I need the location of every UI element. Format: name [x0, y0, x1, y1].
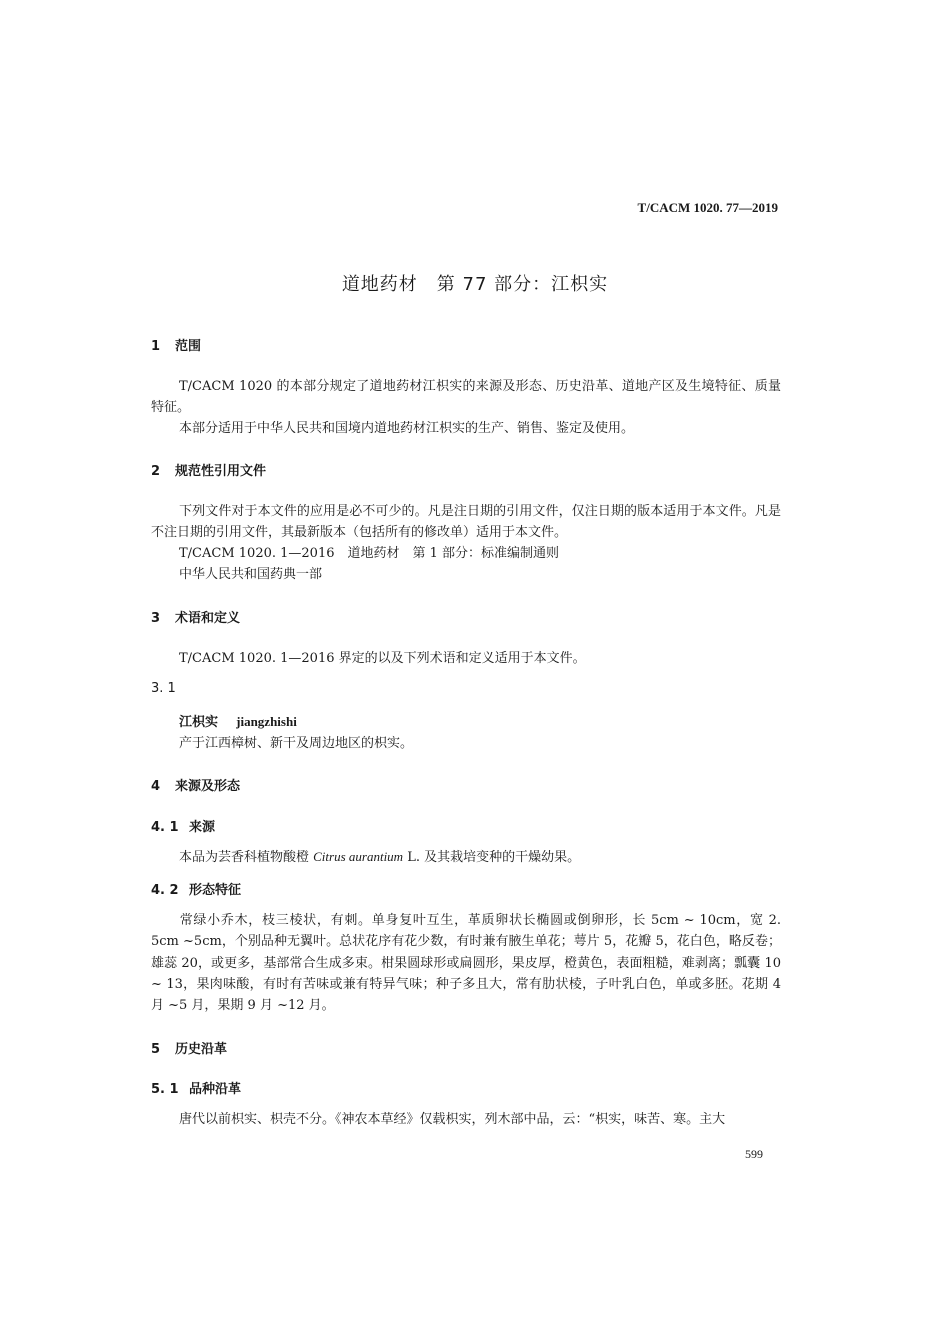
section-1-heading: 1 范围 — [151, 339, 202, 354]
subsection-4-1-heading: 4. 1 来源 — [151, 820, 216, 835]
subsection-4-2-heading: 4. 2 形态特征 — [151, 883, 242, 898]
section-5-heading: 5 历史沿革 — [151, 1042, 228, 1057]
page-number: 599 — [745, 1147, 763, 1161]
section-4-1-paragraph: 本品为芸香科植物酸橙 Citrus aurantium L. 及其栽培变种的干燥幼果。 — [179, 849, 581, 865]
standard-code: T/CACM 1020. 77—2019 — [637, 200, 778, 215]
section-2-paragraph: 下列文件对于本文件的应用是必不可少的。凡是注日期的引用文件，仅注日期的版本适用于本文件。凡是不注日期的引用文件，其最新版本（包括所有的修改单）适用于本文件。 — [151, 504, 781, 540]
normative-reference-1: T/CACM 1020. 1—2016 道地药材 第 1 部分：标准编制通则 — [179, 546, 560, 561]
section-5-1-paragraph: 唐代以前枳实、枳壳不分。《神农本草经》仅载枳实，列木部中品，云：“枳实，味苦、寒。主大 — [179, 1112, 726, 1127]
section-1-paragraph-1: T/CACM 1020 的本部分规定了道地药材江枳实的来源及形态、历史沿革、道地产区及生境特征、质量特征。 — [151, 379, 781, 415]
section-1-paragraph-2: 本部分适用于中华人民共和国境内道地药材江枳实的生产、销售、鉴定及使用。 — [179, 421, 635, 436]
term-definition: 产于江西樟树、新干及周边地区的枳实。 — [179, 736, 414, 751]
section-3-paragraph: T/CACM 1020. 1—2016 界定的以及下列术语和定义适用于本文件。 — [179, 651, 586, 666]
section-4-2-paragraph: 常绿小乔木，枝三棱状，有刺。单身复叶互生，革质卵状长椭圆或倒卵形，长 5cm ~ 10cm，宽 2. 5cm ~5cm，个别品种无翼叶。总状花序有花少数，有时兼有腋生单花；萼片 5，花瓣 5，花白色，略反卷；雄蕊 20，或更多，基部常合生成多束。柑果圆球形或扁圆形，果皮厚，橙黄色，表面粗糙，难剥离；瓢囊 10 ~ 13，果肉味酸，有时有苦味或兼有特异气味；种子多且大，常有肋状棱，子叶乳白色，单或多胚。花期 4 月 ~5 月，果期 9 月 ~12 月。 — [151, 913, 781, 1014]
term-entry: 江枳实 jiangzhishi — [179, 714, 297, 730]
subsection-3-1-number: 3. 1 — [151, 681, 176, 696]
subsection-5-1-heading: 5. 1 品种沿革 — [151, 1082, 242, 1097]
normative-reference-2: 中华人民共和国药典一部 — [179, 567, 323, 582]
section-2-heading: 2 规范性引用文件 — [151, 464, 267, 479]
page-title: 道地药材 第 77 部分：江枳实 — [341, 274, 609, 295]
section-4-heading: 4 来源及形态 — [151, 779, 241, 794]
section-3-heading: 3 术语和定义 — [151, 611, 241, 626]
